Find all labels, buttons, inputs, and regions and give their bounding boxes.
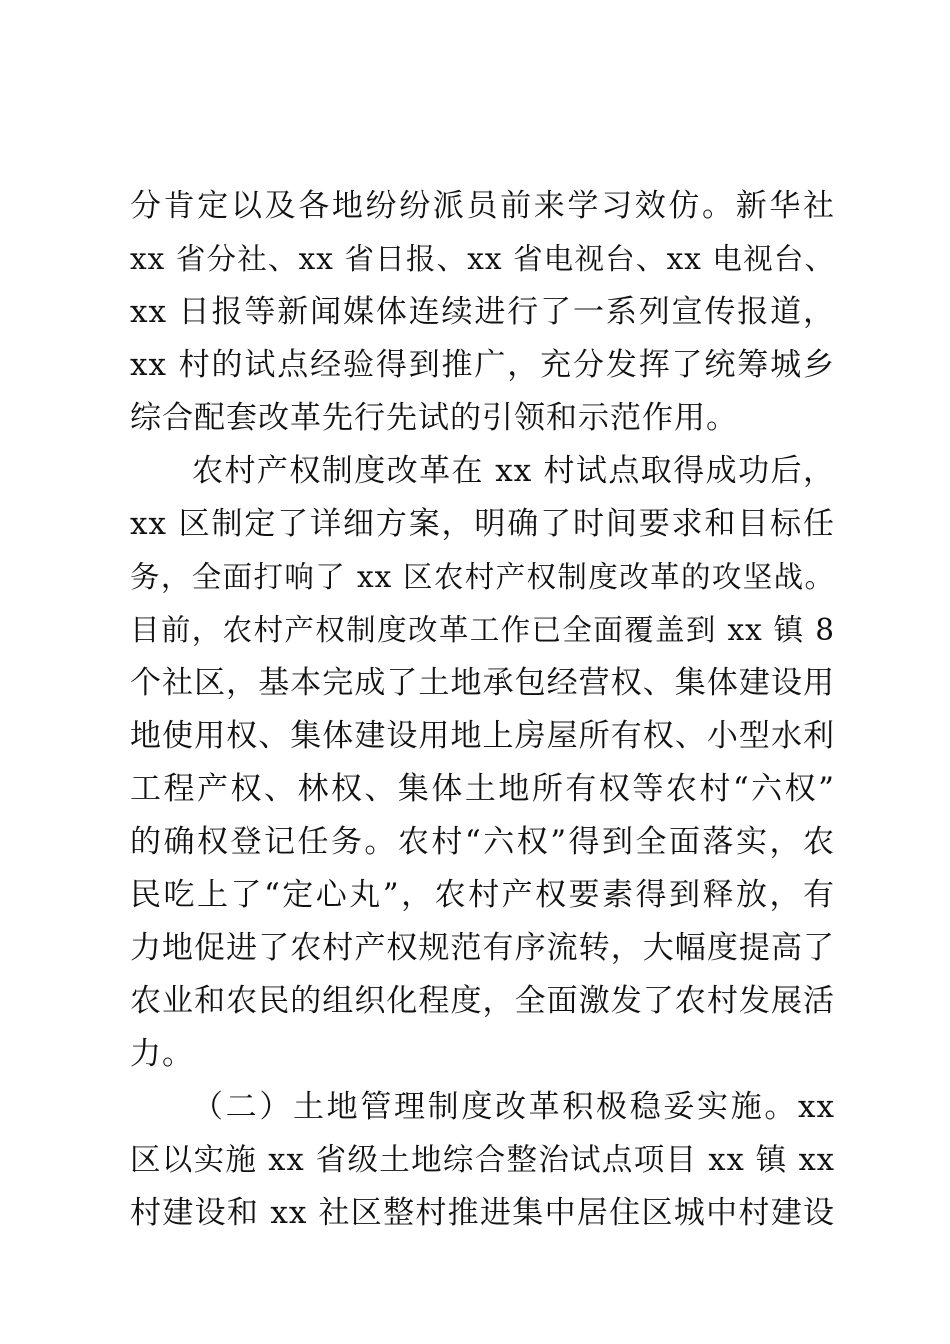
paragraph-2-line-11: 农业和农民的组织化程度，全面激发了农村发展活 xyxy=(130,983,835,1019)
paragraph-1-line-3: xx 日报等新闻媒体连续进行了一系列宣传报道， xyxy=(130,294,835,330)
paragraph-2-line-4: 目前，农村产权制度改革工作已全面覆盖到 xx 镇 8 xyxy=(130,613,835,647)
paragraph-2-line-6: 地使用权、集体建设用地上房屋所有权、小型水利 xyxy=(130,718,835,754)
paragraph-2-line-7: 工程产权、林权、集体土地所有权等农村“六权” xyxy=(130,771,835,807)
paragraph-3-line-1: （二）土地管理制度改革积极稳妥实施。xx xyxy=(192,1089,835,1125)
paragraph-2-line-1: 农村产权制度改革在 xx 村试点取得成功后， xyxy=(192,453,835,489)
paragraph-2-line-10: 力地促进了农村产权规范有序流转，大幅度提高了 xyxy=(130,930,835,966)
paragraph-2-line-2: xx 区制定了详细方案，明确了时间要求和目标任 xyxy=(130,506,835,542)
paragraph-2-line-9: 民吃上了“定心丸”，农村产权要素得到释放，有 xyxy=(130,877,835,913)
paragraph-3-line-3: 村建设和 xx 社区整村推进集中居住区城中村建设 xyxy=(130,1195,835,1231)
paragraph-3-line-2: 区以实施 xx 省级土地综合整治试点项目 xx 镇 xx xyxy=(130,1143,835,1178)
paragraph-2-line-8: 的确权登记任务。农村“六权”得到全面落实，农 xyxy=(130,824,835,860)
paragraph-1-line-1: 分肯定以及各地纷纷派员前来学习效仿。新华社 xyxy=(130,188,835,224)
document-body xyxy=(130,180,835,1240)
paragraph-1-line-2: xx 省分社、xx 省日报、xx 省电视台、xx 电视台、 xyxy=(130,242,835,276)
paragraph-2-line-5: 个社区，基本完成了土地承包经营权、集体建设用 xyxy=(130,665,835,701)
paragraph-2-line-12: 力。 xyxy=(130,1036,194,1072)
paragraph-2-line-3: 务，全面打响了 xx 区农村产权制度改革的攻坚战。 xyxy=(130,560,835,594)
paragraph-1-line-5: 综合配套改革先行先试的引领和示范作用。 xyxy=(130,400,738,436)
paragraph-1-line-4: xx 村的试点经验得到推广，充分发挥了统筹城乡 xyxy=(130,347,835,383)
